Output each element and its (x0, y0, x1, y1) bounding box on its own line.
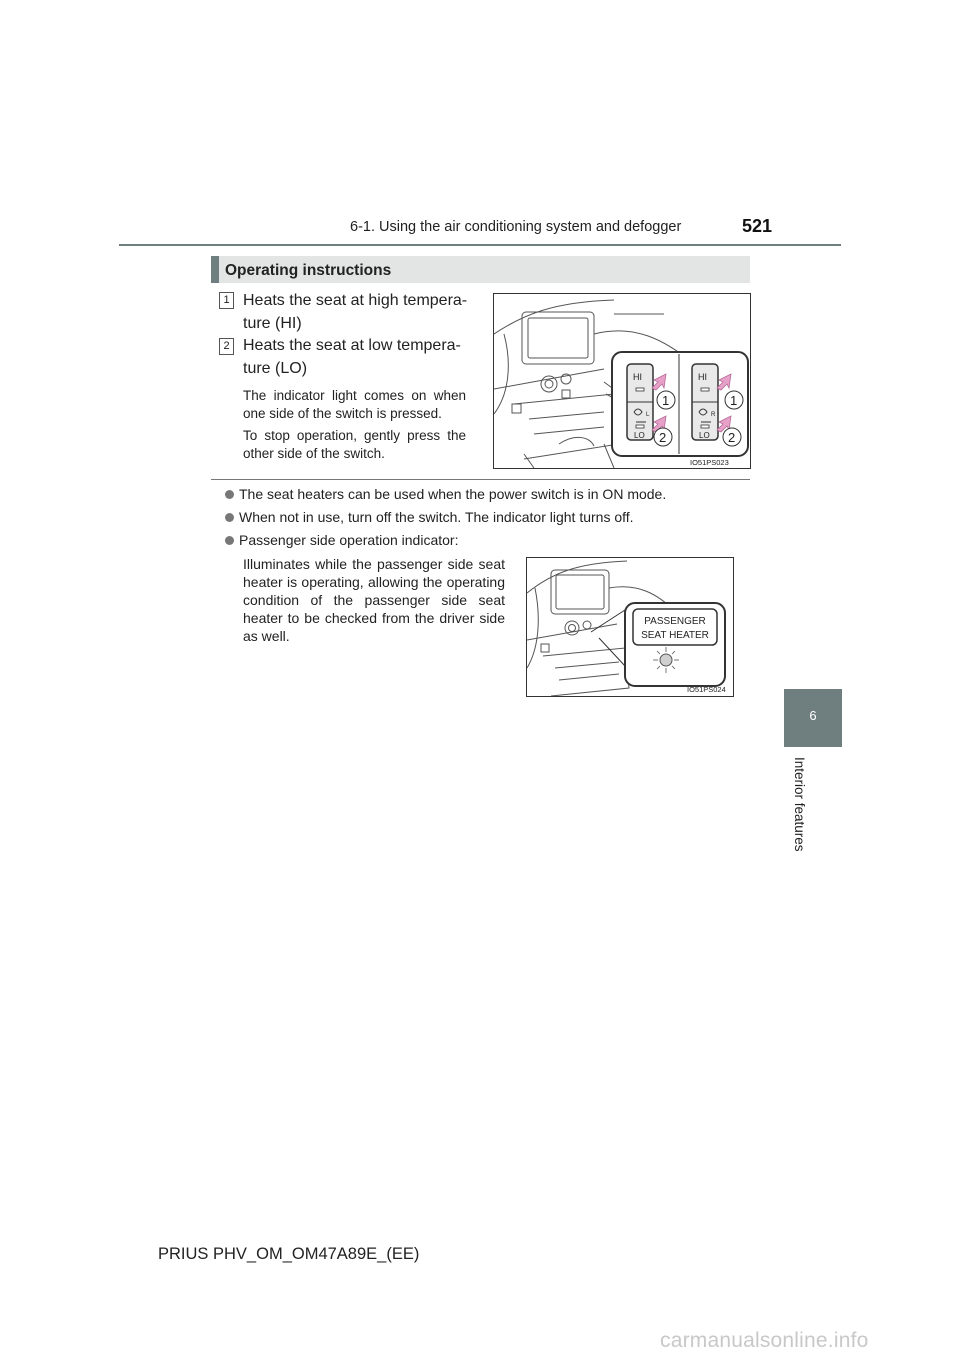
item-text-line: Heats the seat at high tempera- (243, 292, 468, 309)
bullet-dot-icon (225, 536, 234, 545)
passenger-label-line: SEAT HEATER (641, 630, 709, 641)
section-header-accent (211, 256, 219, 283)
indicator-note: Illuminates while the passenger side seat heater is operating, allowing the operating condition of the passenger side seat heater to be checked from the driver side as well. (243, 556, 505, 644)
section-separator (211, 479, 750, 480)
item-text-line: ture (LO) (243, 360, 308, 377)
switch-side-mark: R (711, 412, 716, 418)
bullet-item (225, 509, 634, 525)
bullet-item (225, 532, 458, 548)
switch-hi-label: HI (633, 372, 642, 382)
switch-lo-label: LO (634, 431, 645, 440)
item-number-badge: 2 (219, 338, 234, 355)
callout-number: 2 (659, 430, 667, 445)
passenger-indicator-illustration (526, 557, 734, 697)
bullet-dot-icon (225, 513, 234, 522)
header-rule (119, 244, 841, 246)
bullet-text: Passenger side operation indicator: (239, 532, 459, 548)
switch-lo-label: LO (699, 431, 710, 440)
bullet-text: When not in use, turn off the switch. The indicator light turns off. (239, 509, 634, 525)
bullet-dot-icon (225, 490, 234, 499)
callout-number: 1 (730, 393, 738, 408)
chapter-tab-label: Interior features (792, 757, 807, 852)
callout-number: 1 (662, 393, 670, 408)
figure-id: IO51PS024 (687, 685, 726, 694)
bullet-item (225, 486, 666, 502)
passenger-label-line: PASSENGER (644, 616, 706, 627)
page-number: 521 (742, 216, 773, 236)
watermark: carmanualsonline.info (660, 1329, 869, 1352)
item-number-badge: 1 (219, 292, 234, 309)
dashboard-drawing (494, 294, 750, 468)
switch-side-mark: L (646, 412, 650, 418)
item-text-line: ture (HI) (243, 315, 302, 332)
bullet-text: The seat heaters can be used when the power switch is in ON mode. (239, 486, 667, 502)
document-code: PRIUS PHV_OM_OM47A89E_(EE) (158, 1245, 420, 1263)
callout-number: 2 (728, 430, 736, 445)
chapter-title: 6-1. Using the air conditioning system and defogger (350, 219, 682, 235)
note-paragraph: The indicator light comes on when one side of the switch is pressed. (243, 388, 466, 421)
item-text-line: Heats the seat at low tempera- (243, 337, 461, 354)
section-title: Operating instructions (225, 262, 392, 279)
figure-id: IO51PS023 (690, 458, 729, 467)
note-paragraph: To stop operation, gently press the other side of the switch. (243, 428, 466, 461)
chapter-tab-number: 6 (809, 708, 817, 723)
switch-hi-label: HI (698, 372, 707, 382)
seat-heater-switch-illustration (493, 293, 751, 469)
dashboard-drawing (527, 558, 733, 696)
